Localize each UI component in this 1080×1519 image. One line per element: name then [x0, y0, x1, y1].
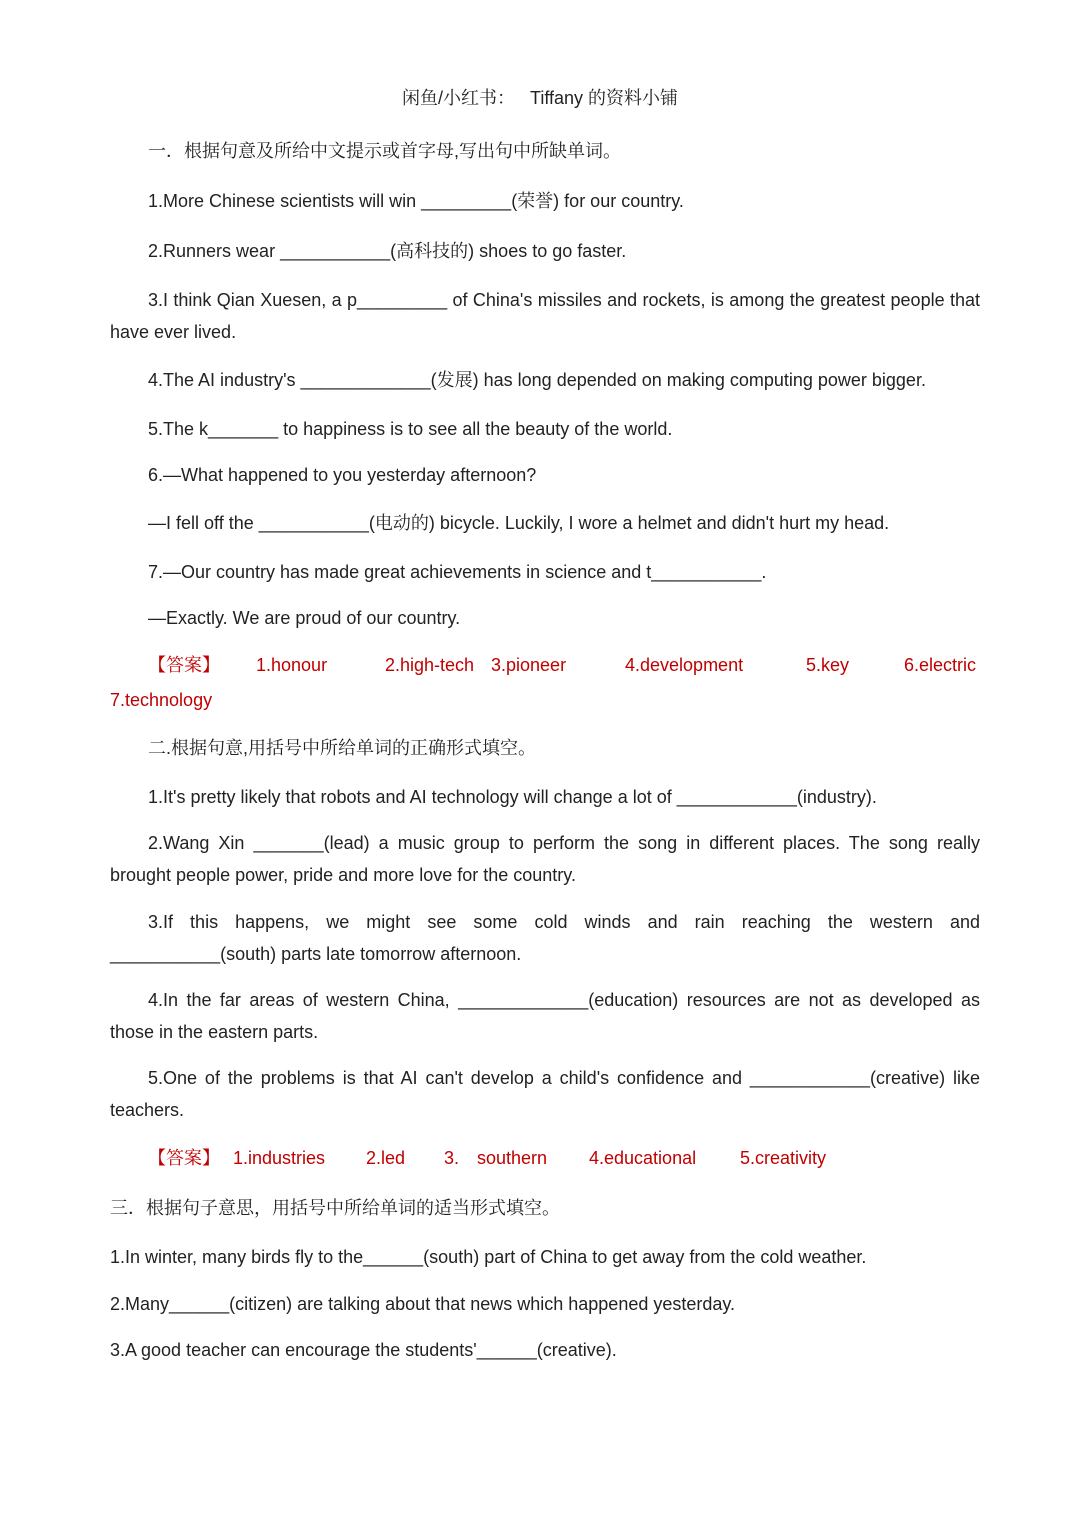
section1-item-1: 1.More Chinese scientists will win _________(荣誉) for our country. — [148, 191, 684, 211]
section1-item-6: 6.—What happened to you yesterday afternoon? — [148, 465, 537, 485]
section2-item-4: 4.In the far areas of western China, _____________(education) resources are not as developed as those in the eastern parts. — [110, 990, 980, 1042]
section1-heading: 一．根据句意及所给中文提示或首字母,写出句中所缺单词。 — [148, 141, 621, 161]
section1-item-7-reply: —Exactly. We are proud of our country. — [148, 608, 461, 628]
section2-answer-3: southern — [477, 1148, 548, 1168]
section1-answer-5: 5.key — [806, 655, 850, 675]
section2-answer-3-number: 3. — [444, 1148, 460, 1168]
section3-item-1: 1.In winter, many birds fly to the______(south) part of China to get away from the cold weather. — [110, 1247, 867, 1267]
section2-answer-2: 2.led — [366, 1148, 406, 1168]
section1-answer-7: 7.technology — [110, 690, 213, 710]
section3-item-2: 2.Many______(citizen) are talking about that news which happened yesterday. — [110, 1294, 736, 1314]
section2-answer-5: 5.creativity — [740, 1148, 827, 1168]
section1-item-7: 7.—Our country has made great achievements in science and t___________. — [148, 562, 767, 582]
section1-answer-4: 4.development — [625, 655, 744, 675]
section1-answer-6: 6.electric — [904, 655, 977, 675]
section1-item-6-reply: —I fell off the ___________(电动的) bicycle. Luckily, I wore a helmet and didn't hurt my head. — [148, 513, 890, 533]
section2-item-2: 2.Wang Xin _______(lead) a music group to perform the song in different places. The song really brought people power, pride and more love for the country. — [110, 833, 980, 885]
section2-heading: 二.根据句意,用括号中所给单词的正确形式填空。 — [148, 738, 536, 758]
section1-answer-3: 3.pioneer — [491, 655, 567, 675]
section2-item-3: 3.If this happens, we might see some cold winds and rain reaching the western and ___________(south) parts late tomorrow afternoon. — [110, 912, 980, 964]
section1-item-5: 5.The k_______ to happiness is to see all the beauty of the world. — [148, 419, 673, 439]
section3-item-3: 3.A good teacher can encourage the students'______(creative). — [110, 1340, 617, 1360]
section1-answer-1: 1.honour — [256, 655, 328, 675]
section2-answer-label: 【答案】 — [148, 1148, 220, 1168]
section1-item-3: 3.I think Qian Xuesen, a p_________ of China's missiles and rockets, is among the greatest people that have ever lived. — [110, 290, 980, 342]
section2-answer-1: 1.industries — [233, 1148, 326, 1168]
section2-item-5: 5.One of the problems is that AI can't develop a child's confidence and ____________(creative) like teachers. — [110, 1068, 980, 1120]
section1-item-4: 4.The AI industry's _____________(发展) has long depended on making computing power bigger. — [148, 370, 926, 390]
section1-answer-2: 2.high-tech — [385, 655, 475, 675]
section2-answer-4: 4.educational — [589, 1148, 697, 1168]
section3-heading: 三．根据句子意思，用括号中所给单词的适当形式填空。 — [110, 1198, 560, 1218]
section1-answer-label: 【答案】 — [148, 655, 220, 675]
page-header-title: 闲鱼/小红书： Tiffany 的资料小铺 — [401, 88, 679, 108]
section2-item-1: 1.It's pretty likely that robots and AI technology will change a lot of ____________(industry). — [148, 787, 877, 807]
section1-item-2: 2.Runners wear ___________(高科技的) shoes to go faster. — [148, 241, 627, 261]
